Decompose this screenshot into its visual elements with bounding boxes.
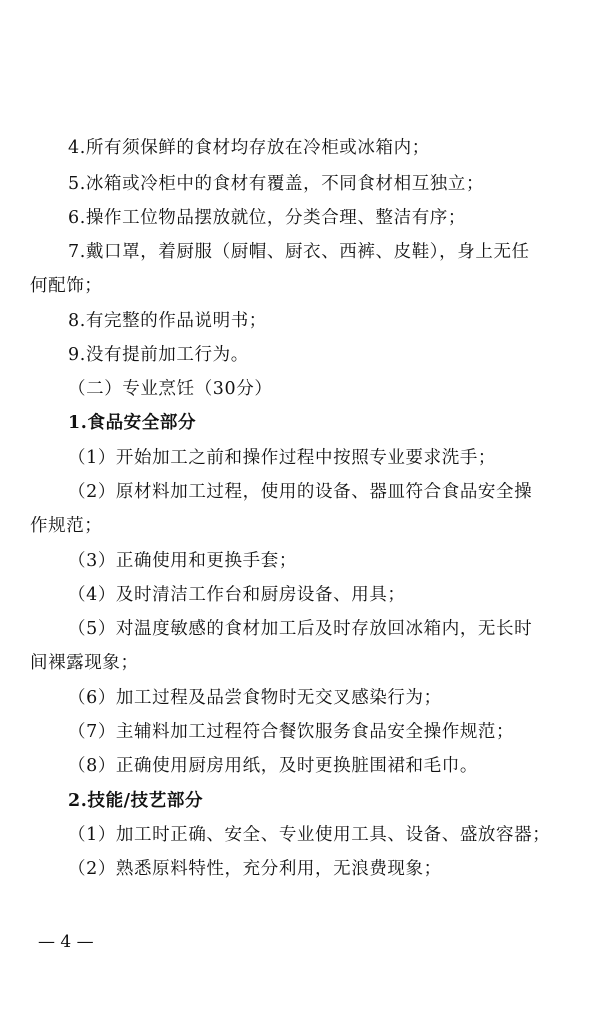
skill-rule-2: （2）熟悉原料特性，充分利用，无浪费现象；	[68, 859, 442, 879]
item-9: 9.没有提前加工行为。	[68, 345, 249, 365]
item-6: 6.操作工位物品摆放就位，分类合理、整洁有序；	[68, 208, 466, 228]
item-5: 5.冰箱或冷柜中的食材有覆盖，不同食材相互独立；	[68, 174, 485, 194]
item-4: 4.所有须保鲜的食材均存放在冷柜或冰箱内；	[68, 138, 430, 158]
rule-2-continued: 作规范；	[30, 516, 103, 536]
item-8: 8.有完整的作品说明书；	[68, 311, 267, 331]
page-number: — 4 —	[38, 932, 94, 952]
item-7: 7.戴口罩，着厨服（厨帽、厨衣、西裤、皮鞋），身上无任	[68, 242, 530, 262]
rule-3: （3）正确使用和更换手套；	[68, 551, 297, 571]
rule-7: （7）主辅料加工过程符合餐饮服务食品安全操作规范；	[68, 722, 515, 742]
rule-2: （2）原材料加工过程，使用的设备、器皿符合食品安全操	[68, 482, 533, 502]
section-title: （二）专业烹饪（30分）	[68, 379, 273, 399]
rule-4: （4）及时清洁工作台和厨房设备、用具；	[68, 585, 406, 605]
rule-6: （6）加工过程及品尝食物时无交叉感染行为；	[68, 688, 442, 708]
rule-8: （8）正确使用厨房用纸，及时更换脏围裙和毛巾。	[68, 756, 478, 776]
rule-5: （5）对温度敏感的食材加工后及时存放回冰箱内，无长时	[68, 619, 533, 639]
item-7-continued: 何配饰；	[30, 276, 103, 296]
subsection-2-title: 2.技能/技艺部分	[68, 791, 204, 811]
skill-rule-1: （1）加工时正确、安全、专业使用工具、设备、盛放容器；	[68, 825, 551, 845]
rule-5-continued: 间裸露现象；	[30, 653, 139, 673]
subsection-1-title: 1.食品安全部分	[68, 413, 197, 433]
rule-1: （1）开始加工之前和操作过程中按照专业要求洗手；	[68, 448, 497, 468]
